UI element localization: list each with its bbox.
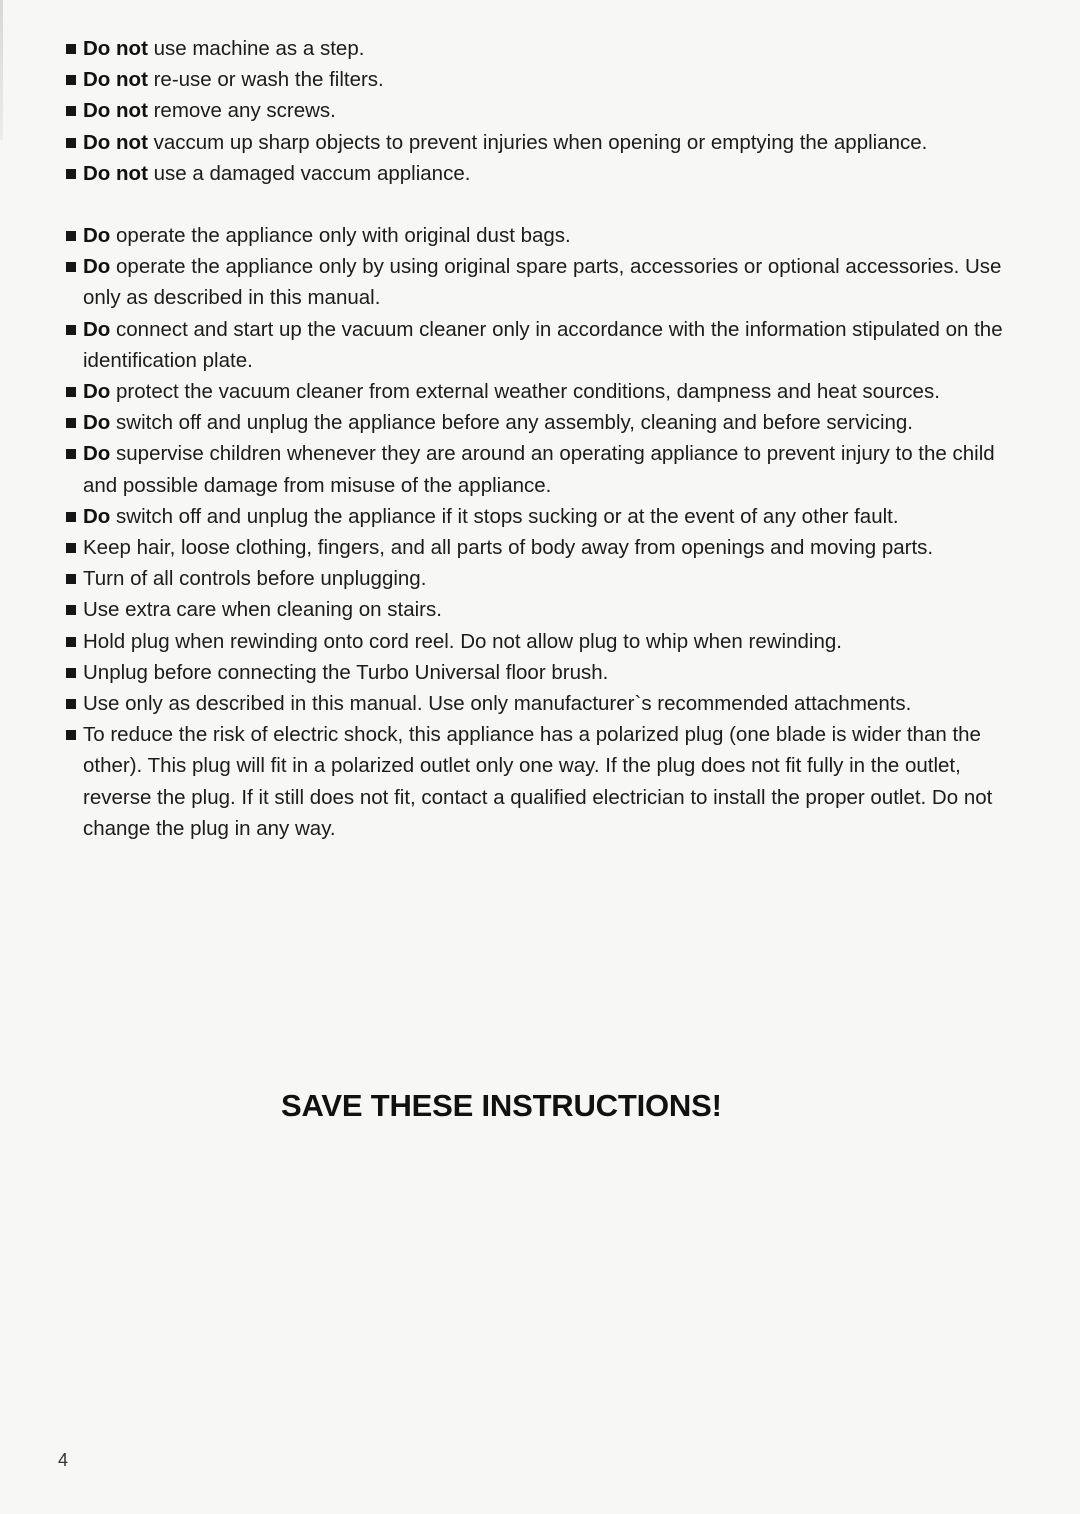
list-item (66, 532, 1006, 563)
save-instructions-heading: SAVE THESE INSTRUCTIONS! (281, 1088, 722, 1123)
item-text: switch off and unplug the appliance before any assembly, cleaning and before servicing. (110, 411, 913, 435)
list-item (66, 220, 1006, 251)
list-item (66, 158, 1006, 189)
list-item (66, 657, 1006, 688)
square-bullet-icon (66, 44, 76, 54)
square-bullet-icon (66, 574, 76, 584)
item-text: vaccum up sharp objects to prevent injuries when opening or emptying the appliance. (147, 130, 928, 154)
scan-page-edge (0, 0, 3, 140)
square-bullet-icon (66, 231, 76, 241)
item-lead: Do not (83, 161, 148, 185)
item-text: protect the vacuum cleaner from external weather conditions, dampness and heat sources. (110, 380, 940, 404)
list-item (66, 376, 1006, 407)
square-bullet-icon (66, 605, 76, 615)
item-text: Use only as described in this manual. Use only manufacturer`s recommended attachments. (83, 692, 912, 716)
item-lead: Do not (83, 130, 148, 154)
square-bullet-icon (66, 543, 76, 553)
list-item (66, 64, 1006, 95)
item-text: switch off and unplug the appliance if it stops sucking or at the event of any other fault. (110, 504, 899, 528)
item-text: remove any screws. (147, 99, 336, 123)
square-bullet-icon (66, 75, 76, 85)
item-text: Keep hair, loose clothing, fingers, and all parts of body away from openings and moving parts. (83, 536, 934, 560)
item-text: Hold plug when rewinding onto cord reel. Do not allow plug to whip when rewinding. (83, 629, 842, 653)
item-text: supervise children whenever they are around an operating appliance to prevent injury to the child and possible damage from misuse of the appliance. (83, 442, 995, 497)
list-item (66, 563, 1006, 594)
list-item (66, 33, 1006, 64)
item-text: re-use or wash the filters. (147, 68, 384, 92)
square-bullet-icon (66, 138, 76, 148)
item-lead: Do (83, 442, 111, 466)
item-text: connect and start up the vacuum cleaner only in accordance with the information stipulated on the identification plate. (83, 317, 1003, 372)
list-item (66, 407, 1006, 438)
item-lead: Do (83, 224, 111, 248)
square-bullet-icon (66, 512, 76, 522)
item-text: operate the appliance only with original dust bags. (110, 224, 571, 248)
item-text: operate the appliance only by using original spare parts, accessories or optional accessories. Use only as described in this manual. (83, 255, 1002, 310)
item-lead: Do (83, 504, 111, 528)
list-item (66, 127, 1006, 158)
item-lead: Do not (83, 37, 148, 60)
square-bullet-icon (66, 387, 76, 397)
item-lead: Do not (83, 68, 148, 92)
safety-instructions-list (66, 33, 1006, 844)
square-bullet-icon (66, 449, 76, 459)
square-bullet-icon (66, 730, 76, 740)
page-number: 4 (58, 1450, 69, 1470)
list-item (66, 626, 1006, 657)
square-bullet-icon (66, 262, 76, 272)
item-text: Turn of all controls before unplugging. (83, 567, 427, 591)
item-lead: Do (83, 317, 111, 341)
square-bullet-icon (66, 418, 76, 428)
item-text: use a damaged vaccum appliance. (147, 161, 471, 185)
item-lead: Do not (83, 99, 148, 123)
item-text: Use extra care when cleaning on stairs. (83, 598, 442, 622)
item-text: To reduce the risk of electric shock, this appliance has a polarized plug (one blade is wider than the other). This plug will fit in a polarized outlet only one way. If the plug does not fit fully in the outlet, reverse the plug. If it still does not fit, contact a qualified electrician to install the proper outlet. Do not change the plug in any way. (83, 723, 993, 840)
list-item (66, 719, 1006, 844)
square-bullet-icon (66, 637, 76, 647)
item-text: use machine as a step. (147, 37, 365, 60)
list-item (66, 95, 1006, 126)
list-item (66, 251, 1006, 313)
list-item (66, 501, 1006, 532)
list-item (66, 594, 1006, 625)
square-bullet-icon (66, 699, 76, 709)
list-item (66, 438, 1006, 500)
item-text: Unplug before connecting the Turbo Universal floor brush. (83, 660, 609, 684)
item-lead: Do (83, 255, 111, 279)
list-item (66, 314, 1006, 376)
square-bullet-icon (66, 325, 76, 335)
square-bullet-icon (66, 169, 76, 179)
list-item (66, 688, 1006, 719)
item-lead: Do (83, 380, 111, 404)
square-bullet-icon (66, 668, 76, 678)
square-bullet-icon (66, 106, 76, 116)
item-lead: Do (83, 411, 111, 435)
